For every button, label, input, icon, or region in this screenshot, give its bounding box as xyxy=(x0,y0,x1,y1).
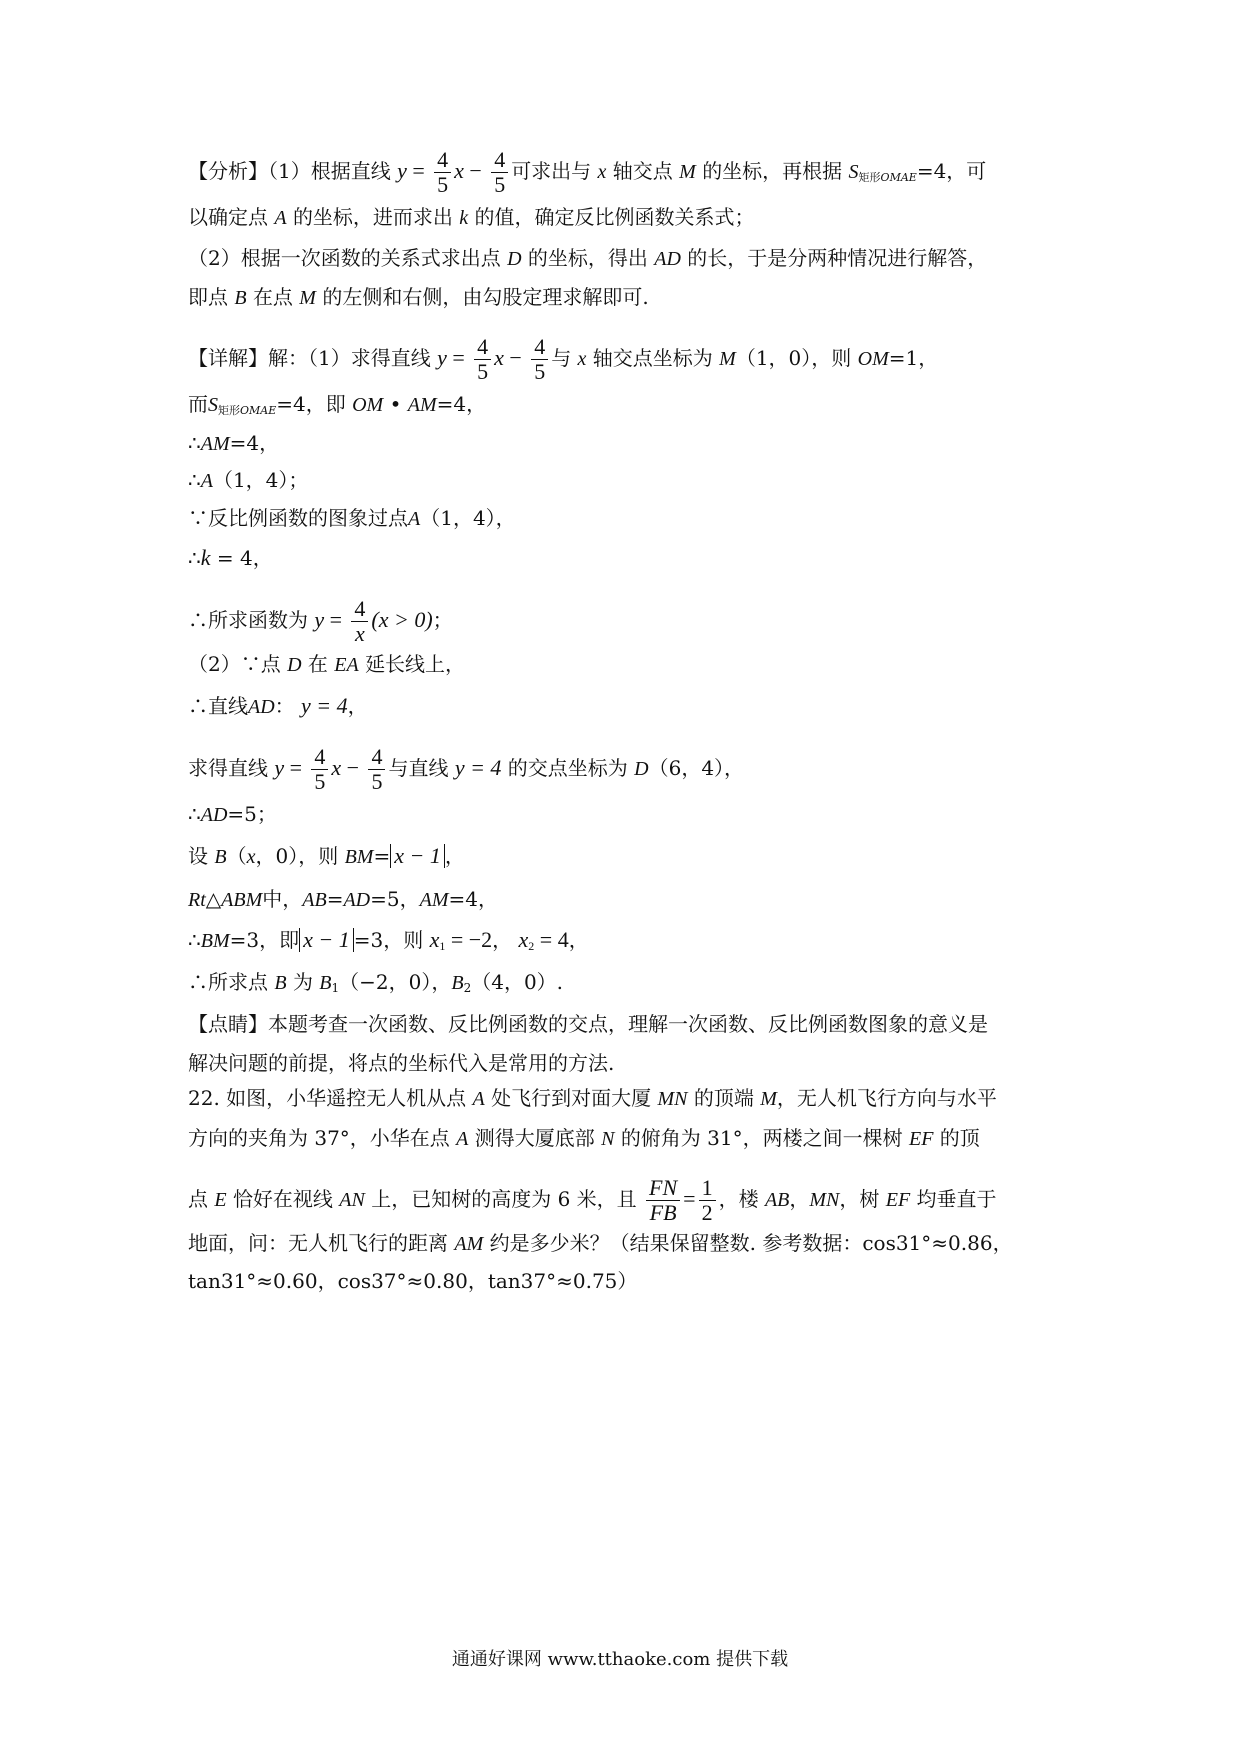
detail-line-9: ∴直线AD： y = 4， xyxy=(188,693,368,718)
q22-line-3: 点 E 恰好在视线 AN 上，已知树的高度为 6 米，且 $\frac{FN}{FB}$ = $\frac{1}{2}$ ，楼 AB，MN，树 EF 均垂直于 xyxy=(188,1175,997,1225)
detail-line-10: 求得直线 y = $\frac{4}{5}$ x − $\frac{4}{5}$ 与直线 y = 4 的交点坐标为 D（6，4）， xyxy=(188,744,745,794)
detail-line-12: 设 B（x，0），则 BM= x − 1 ， xyxy=(188,843,465,868)
q22-line-2: 方向的夹角为 37°，小华在点 A 测得大厦底部 N 的俯角为 31°，两楼之间一棵树 EF 的顶 xyxy=(188,1126,980,1150)
q22-line-1: 22. 如图，小华遥控无人机从点 A 处飞行到对面大厦 MN 的顶端 M，无人机飞行方向与水平 xyxy=(188,1086,997,1110)
detail-tag: 【详解】 xyxy=(188,346,268,370)
detail-line-3: ∴AM=4， xyxy=(188,431,280,455)
detail-line-1: 【详解】解：（1）求得直线 y = $\frac{4}{5}$ x − $\frac{4}{5}$ 与 x 轴交点坐标为 M（1，0），则 OM=1， xyxy=(188,334,939,384)
detail-line-5: ∵反比例函数的图象过点A（1，4）， xyxy=(188,506,516,530)
comment-line-2: 解决问题的前提，将点的坐标代入是常用的方法. xyxy=(188,1051,615,1075)
page-footer: 通通好课网 www.tthaoke.com 提供下载 xyxy=(451,1649,789,1670)
analysis-line-1: 【分析】（1）根据直线 y = $\frac{4}{5}$ x − $\frac{4}{5}$ 可求出与 x 轴交点 M 的坐标，再根据 S矩形OMAE=4，可 xyxy=(188,147,987,197)
detail-line-14: ∴BM=3，即 x − 1 =3，则 $x_1 = -2$， $x_2 = 4$， xyxy=(188,927,589,953)
comment-tag: 【点睛】 xyxy=(188,1012,268,1036)
detail-line-8: （2）∵点 D 在 EA 延长线上， xyxy=(188,652,466,676)
detail-line-13: Rt△ABM中，AB=AD=5，AM=4， xyxy=(188,887,498,911)
analysis-tag: 【分析】 xyxy=(188,159,268,183)
detail-line-2: 而S矩形OMAE=4，即 OM • AM=4， xyxy=(188,392,487,417)
detail-line-7: ∴所求函数为 y = $\frac{4}{x}$ (x > 0)； xyxy=(188,596,453,646)
analysis-line-3: （2）根据一次函数的关系式求出点 D 的坐标，得出 AD 的长，于是分两种情况进行解答， xyxy=(188,246,988,270)
detail-line-11: ∴AD=5； xyxy=(188,802,277,826)
analysis-line-2: 以确定点 A 的坐标，进而求出 k 的值，确定反比例函数关系式； xyxy=(188,205,755,229)
detail-line-4: ∴A（1，4）； xyxy=(188,468,309,492)
detail-line-15: ∴所求点 B 为 $B_1(-2$，0），$B_2(4$，0）. xyxy=(188,970,564,995)
q22-line-4: 地面，问：无人机飞行的距离 AM 约是多少米？（结果保留整数. 参考数据：cos31°≈0.86， xyxy=(188,1231,1013,1255)
detail-line-6: ∴k = 4， xyxy=(188,545,273,570)
analysis-line-4: 即点 B 在点 M 的左侧和右侧，由勾股定理求解即可. xyxy=(188,285,649,309)
comment-line-1: 【点睛】本题考查一次函数、反比例函数的交点，理解一次函数、反比例函数图象的意义是 xyxy=(188,1012,988,1036)
q22-line-5: tan31°≈0.60，cos37°≈0.80，tan37°≈0.75） xyxy=(188,1269,638,1293)
